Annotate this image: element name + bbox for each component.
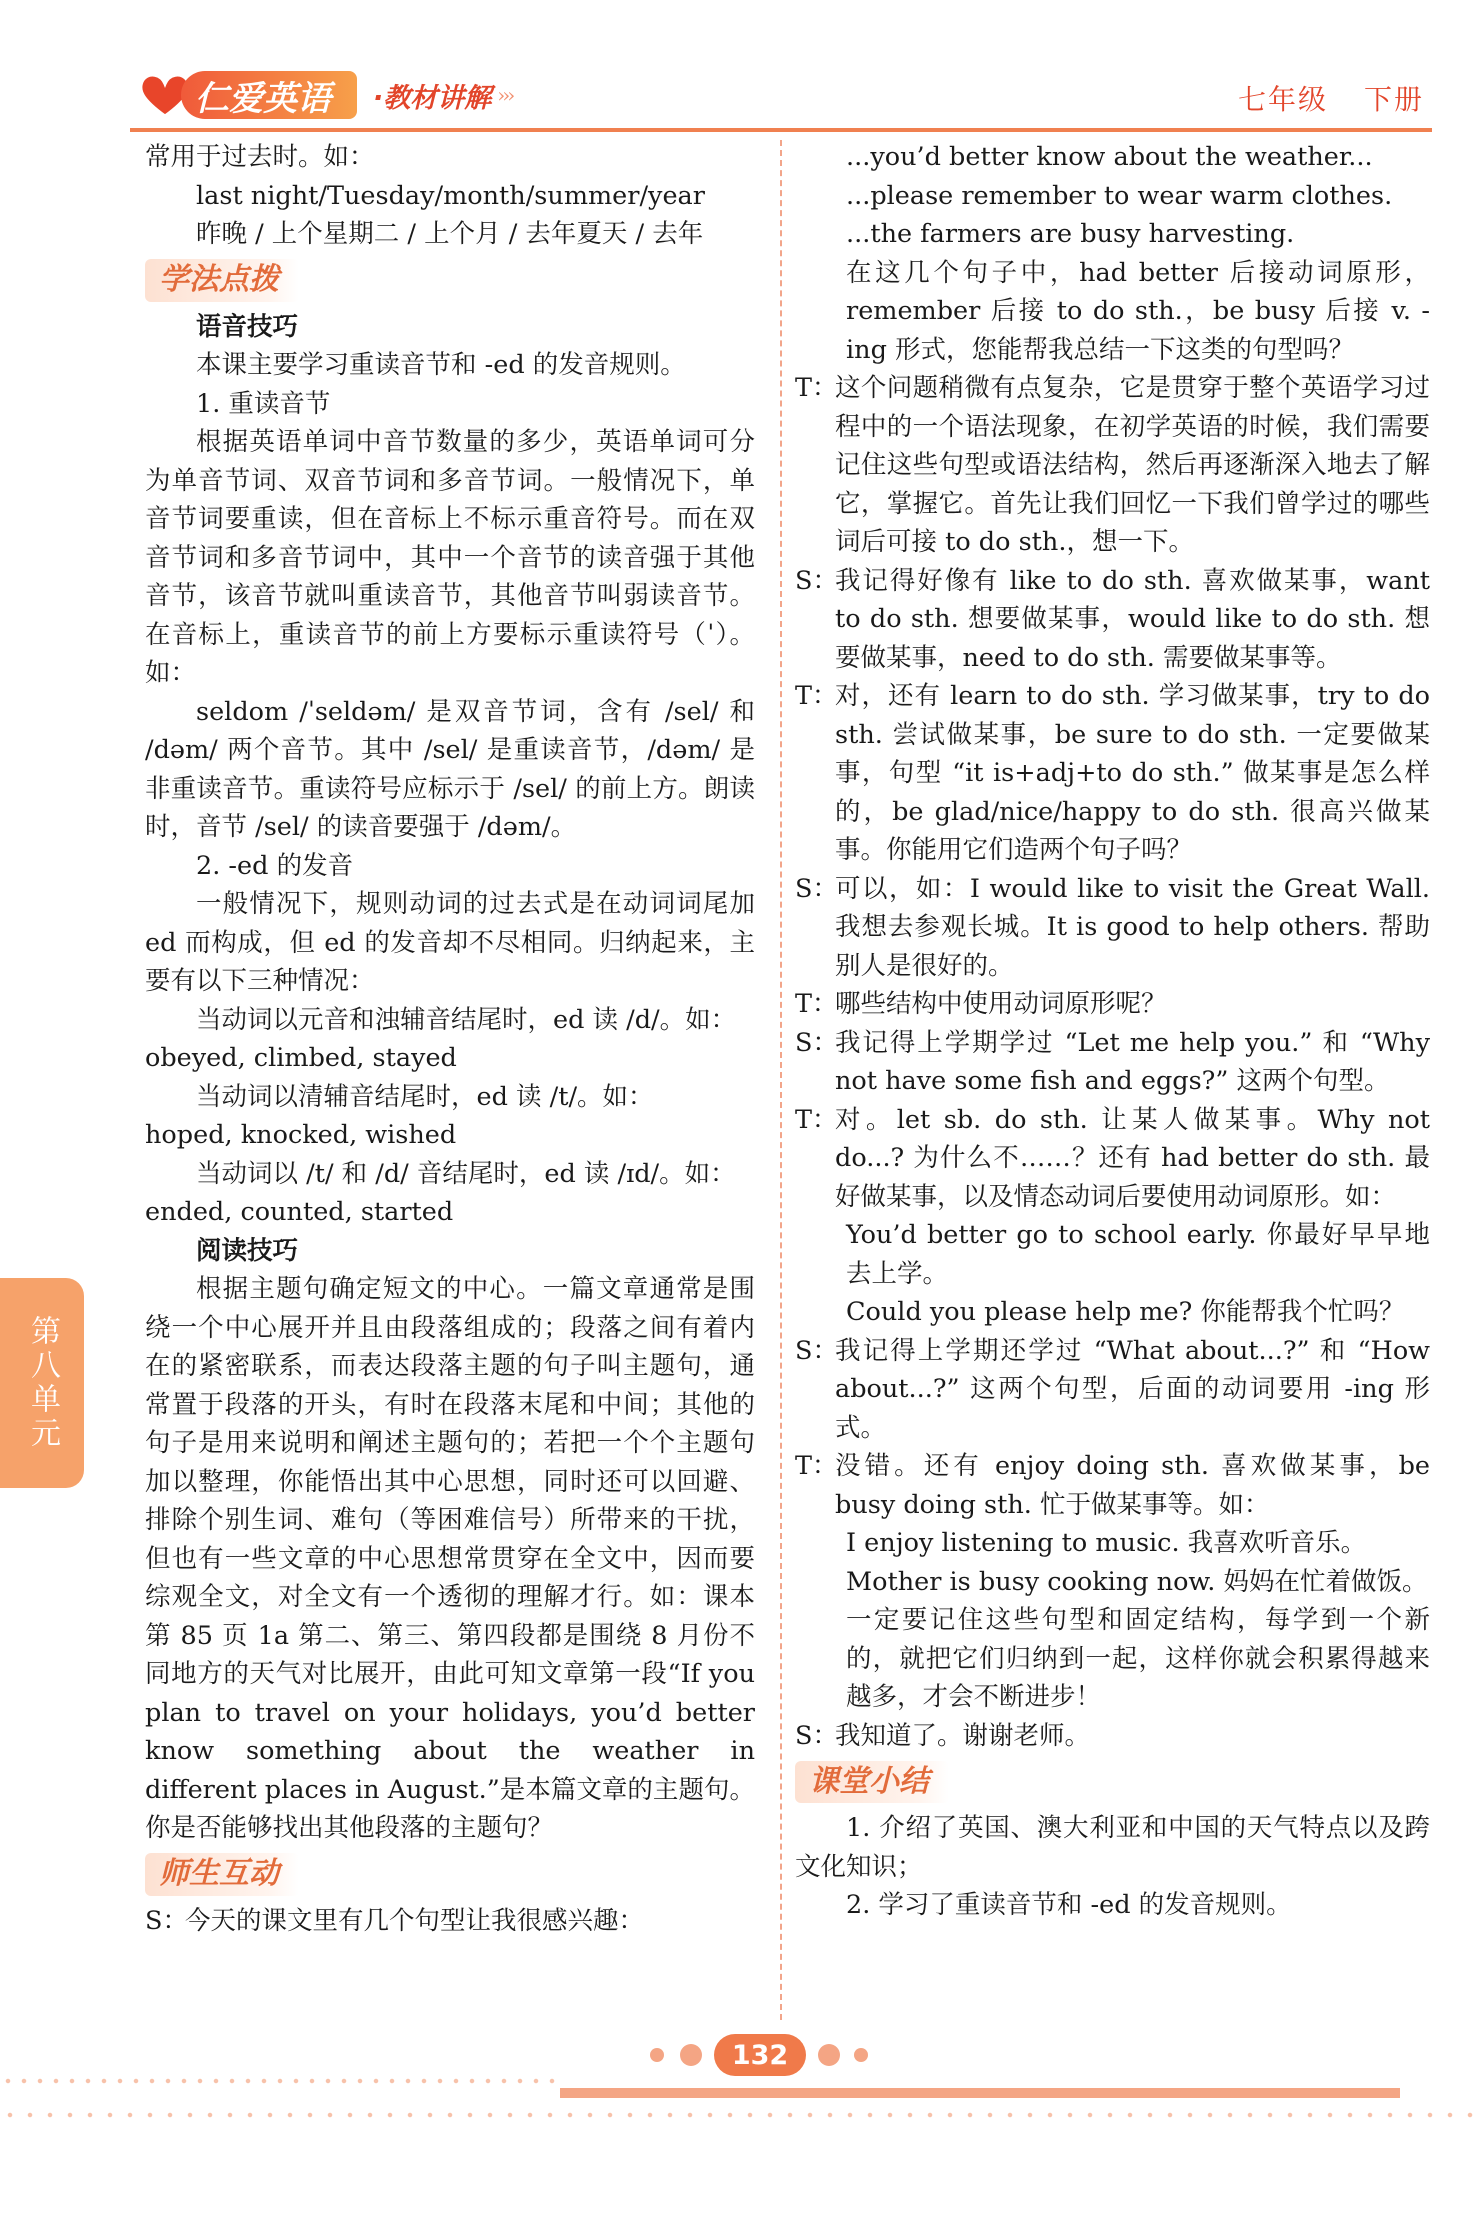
example-ed-3: ended, counted, started: [145, 1197, 454, 1227]
dialog-line: [795, 1332, 1430, 1448]
section-heading-method: [145, 254, 755, 308]
header-divider: [130, 128, 1432, 132]
dialog-line: [795, 870, 1430, 986]
speaker-label: T：: [795, 373, 838, 403]
speaker-label: S：: [795, 1720, 838, 1751]
footer-dot: [818, 2044, 840, 2066]
dialog-line: [795, 369, 1430, 562]
paragraph-stress: 根据英语单词中音节数量的多少，英语单词可分为单音节词、双音节词和多音节词。一般情况下，单音节词要重读，但在音标上不标示重音符号。而在双音节词和多音节词中，其中一个音节的读音强于其他音节，该音节就叫重读音节，其他音节叫弱读音节。在音标上，重读音节的前上方要标示重读符号（ˈ）。如：: [145, 427, 755, 688]
dialog-text: 我记得上学期还学过 “What about...?” 和 “How about...?” 这两个句型，后面的动词要用 -ing 形式。: [835, 1335, 1430, 1443]
dialog-line: [795, 1447, 1430, 1524]
subheading-stress: 1. 重读音节: [196, 388, 331, 419]
speaker-label: T：: [795, 681, 838, 711]
example-ed-1: obeyed, climbed, stayed: [145, 1043, 457, 1073]
speaker-label: S：: [795, 1027, 838, 1058]
paragraph-ed: 一般情况下，规则动词的过去式是在动词词尾加 ed 而构成，但 ed 的发音却不尽相同。归纳起来，主要有以下三种情况：: [145, 889, 755, 996]
summary-item: 2. 学习了重读音节和 -ed 的发音规则。: [846, 1890, 1292, 1920]
subheading-ed: 2. -ed 的发音: [196, 850, 354, 881]
quote-3: ...the farmers are busy harvesting.: [846, 219, 1295, 249]
brand-name: 仁爱英语: [181, 71, 357, 119]
paragraph-main: 本课主要学习重读音节和 -ed 的发音规则。: [196, 350, 686, 380]
footer-dot: [854, 2048, 868, 2062]
example-sentence: Mother is busy cooking now. 妈妈在忙着做饭。: [846, 1566, 1428, 1597]
intro-line-1: 常用于过去时。如：: [145, 142, 375, 172]
quote-1: ...you’d better know about the weather...: [846, 142, 1373, 172]
dialog-text: 我记得好像有 like to do sth. 喜欢做某事，want to do sth. 想要做某事，would like to do sth. 想要做某事，need to do sth. 需要做某事等。: [835, 565, 1430, 673]
paragraph-seldom: seldom /ˈseldəm/ 是双音节词，含有 /sel/ 和 /dəm/ 两个音节。其中 /sel/ 是重读音节，/dəm/ 是非重读音节。重读符号应标示于 /sel/ 的前上方。朗读时，音节 /sel/ 的读音要强于 /dəm/。: [145, 696, 755, 842]
dialog-line: [795, 562, 1430, 678]
example-sentence: You’d better go to school early. 你最好早早地去上学。: [846, 1220, 1430, 1289]
section-title: 学法点拨: [145, 259, 299, 302]
section-label: ·教材讲解: [373, 82, 492, 114]
grade-label: [1238, 78, 1424, 118]
section-title: 课堂小结: [795, 1761, 949, 1804]
intro-line-2: last night/Tuesday/month/summer/year: [196, 180, 705, 211]
quote-2: ...please remember to wear warm clothes.: [846, 180, 1393, 211]
dialog-line: [795, 1024, 1430, 1101]
speaker-label: S：: [145, 1905, 188, 1936]
paragraph-reading: 根据主题句确定短文的中心。一篇文章通常是围绕一个中心展开并且由段落组成的；段落之间有着内在的紧密联系，而表达段落主题的句子叫主题句，通常置于段落的开头，有时在段落末尾和中间；其他的句子是用来说明和阐述主题句的；若把一个个主题句加以整理，你能悟出其中心思想，同时还可以回避、排除个别生词、难句（等困难信号）所带来的干扰，但也有一些文章的中心思想常贯穿在全文中，因而要综观全文，对全文有一个透彻的理解才行。如：课本第 85 页 1a 第二、第三、第四段都是围绕 8 月份不同地方的天气对比展开，由此可知文章第一段“If you plan to travel on your holidays, you’d better know something about the weather in different places in August.”是本篇文章的主题句。你是否能够找出其他段落的主题句？: [145, 1274, 755, 1843]
paragraph-ed-rule-3: 当动词以 /t/ 和 /d/ 音结尾时，ed 读 /ɪd/。如：: [196, 1158, 736, 1189]
example-sentence: Could you please help me? 你能帮我个忙吗？: [846, 1297, 1405, 1327]
page-number: 132: [714, 2034, 806, 2076]
chevron-right-icon: ›››: [497, 83, 513, 107]
dialog-line: [795, 1101, 1430, 1217]
dialog-text: 今天的课文里有几个句型让我很感兴趣：: [185, 1905, 645, 1936]
speaker-label: S：: [795, 565, 838, 596]
dialog-text: 我记得上学期学过 “Let me help you.” 和 “Why not have some fish and eggs?” 这两个句型。: [835, 1027, 1430, 1096]
right-column: [795, 138, 1430, 1925]
dialog-text: 这个问题稍微有点复杂，它是贯穿于整个英语学习过程中的一个语法现象，在初学英语的时候，我们需要记住这些句型或语法结构，然后再逐渐深入地去了解它，掌握它。首先让我们回忆一下我们曾学过的哪些词后可接 to do sth.，想一下。: [835, 373, 1430, 557]
footer-dot: [680, 2044, 702, 2066]
unit-tab-label: 第八单元: [25, 1315, 60, 1451]
page-header: [130, 62, 1430, 132]
speaker-label: S：: [795, 1335, 838, 1366]
speaker-label: S：: [795, 873, 838, 904]
footer-bar: [560, 2088, 1400, 2098]
footer-dots: [0, 2112, 1475, 2118]
dialog-text: 对。let sb. do sth. 让某人做某事。Why not do...? 为什么不……？还有 had better do sth. 最好做某事，以及情态动词后要使用动词原形。如：: [835, 1104, 1430, 1212]
column-divider: [780, 140, 782, 2020]
dialog-text: 我知道了。谢谢老师。: [835, 1720, 1091, 1751]
dialog-line: [145, 1902, 755, 1941]
unit-tab: [0, 1278, 84, 1488]
dialog-line: [795, 677, 1430, 870]
grade-text: 七年级: [1237, 83, 1328, 116]
example-ed-2: hoped, knocked, wished: [145, 1120, 457, 1150]
dialog-text: 哪些结构中使用动词原形呢？: [835, 989, 1167, 1019]
left-column: [145, 138, 755, 1940]
footer-dots: [0, 2078, 560, 2084]
dialog-text: 没错。还有 enjoy doing sth. 喜欢做某事，be busy doing sth. 忙于做某事等。如：: [835, 1451, 1430, 1520]
dialog-text: 对，还有 learn to do sth. 学习做某事，try to do sth. 尝试做某事，be sure to do sth. 一定要做某事，句型 “it is+adj+to do sth.” 做某事是怎么样的，be glad/nice/happy to do sth. 很高兴做某事。你能用它们造两个句子吗？: [835, 681, 1430, 865]
footer-dot: [650, 2048, 664, 2062]
paragraph-remember: 一定要记住这些句型和固定结构，每学到一个新的，就把它们归纳到一起，这样你就会积累得越来越多，才会不断进步！: [846, 1605, 1430, 1712]
paragraph-ed-rule-2: 当动词以清辅音结尾时，ed 读 /t/。如：: [196, 1081, 654, 1112]
dialog-line: [795, 1717, 1430, 1756]
volume-text: 下册: [1363, 83, 1424, 116]
section-heading-summary: [795, 1755, 1430, 1809]
section-heading-dialog: [145, 1848, 755, 1902]
dialog-text: 可以，如：I would like to visit the Great Wall. 我想去参观长城。It is good to help others. 帮助别人是很好的。: [835, 873, 1430, 981]
subheading-reading: 阅读技巧: [196, 1235, 299, 1266]
section-title: 师生互动: [145, 1853, 299, 1896]
speaker-label: T：: [795, 1451, 838, 1481]
speaker-label: T：: [795, 989, 838, 1019]
question-summary: 在这几个句子中，had better 后接动词原形，remember 后接 to do sth.，be busy 后接 v. -ing 形式，您能帮我总结一下这类的句型吗？: [846, 257, 1430, 365]
summary-item: 1. 介绍了英国、澳大利亚和中国的天气特点以及跨文化知识；: [795, 1813, 1430, 1882]
intro-line-3: 昨晚 / 上个星期二 / 上个月 / 去年夏天 / 去年: [196, 219, 704, 249]
paragraph-ed-rule-1: 当动词以元音和浊辅音结尾时，ed 读 /d/。如：: [196, 1004, 737, 1035]
brand-logo: [135, 67, 755, 123]
speaker-label: T：: [795, 1104, 838, 1135]
dialog-line: [795, 985, 1430, 1024]
subheading-phonetics: 语音技巧: [196, 311, 299, 342]
example-sentence: I enjoy listening to music. 我喜欢听音乐。: [846, 1528, 1367, 1558]
